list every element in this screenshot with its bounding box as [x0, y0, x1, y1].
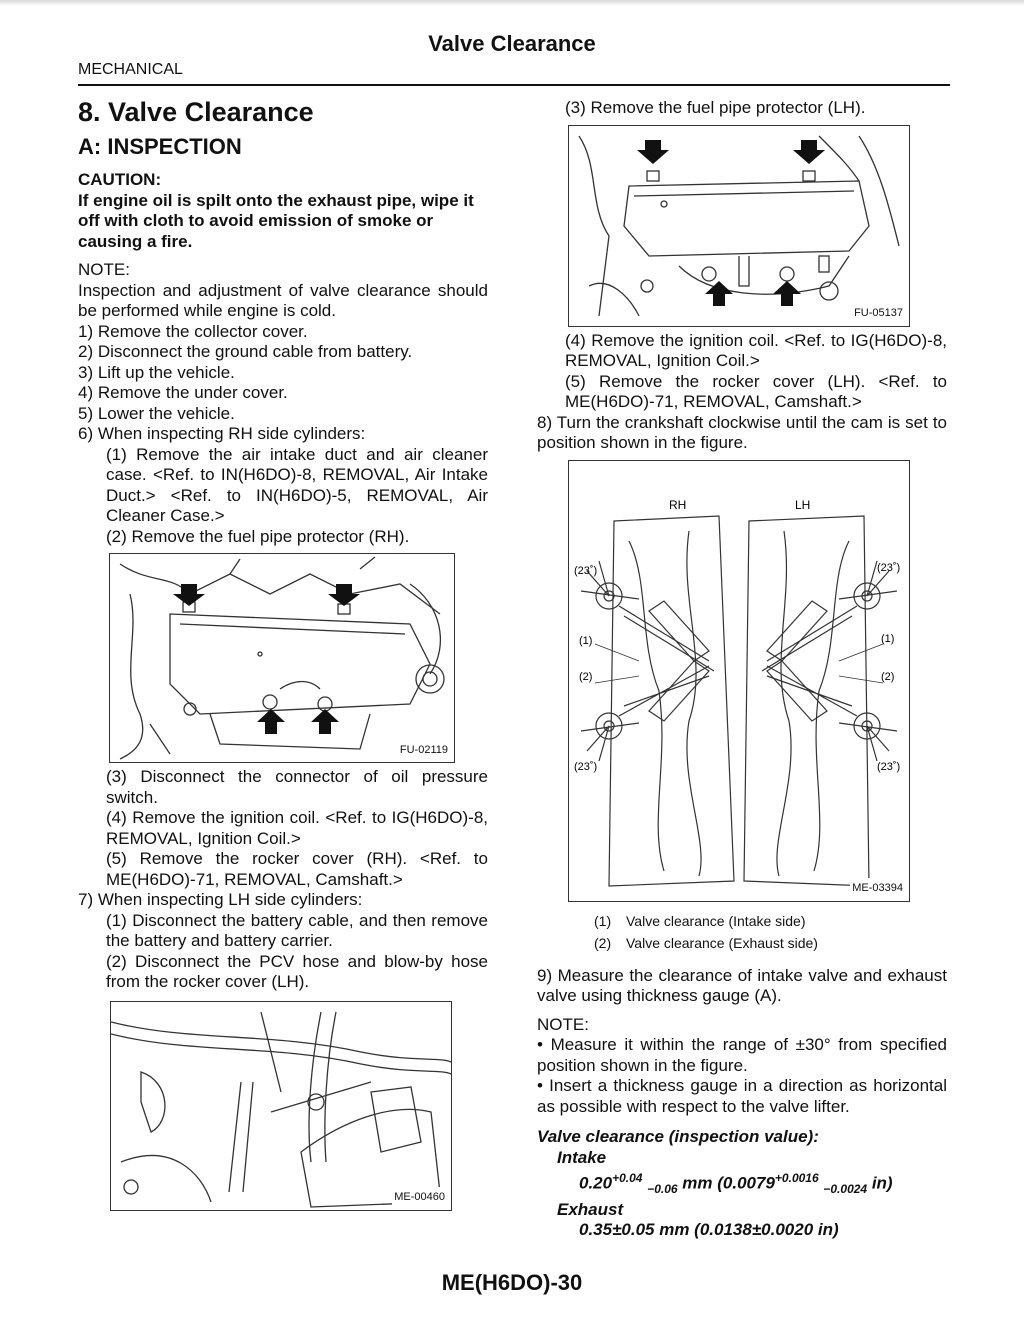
angle-label: (23˚) [877, 760, 901, 773]
callout-2: (2) [881, 670, 895, 683]
lh-substep-2: (2) Disconnect the PCV hose and blow-by hose from the rocker cover (LH). [106, 951, 488, 991]
step-7: 7) When inspecting LH side cylinders: [78, 890, 363, 909]
figure-cam-position [568, 460, 910, 902]
callout-1: (1) [881, 632, 895, 645]
step-3: 3) Lift up the vehicle. [78, 362, 235, 382]
exhaust-label: Exhaust [557, 1199, 624, 1219]
note-text: Inspection and adjustment of valve clearance should be performed while engine is cold. [78, 280, 488, 320]
callout-2: (2) [579, 670, 593, 683]
callout-1: (1) [579, 634, 593, 647]
cylinder-head-diagram [569, 461, 909, 901]
figure-legend [594, 910, 947, 954]
section-heading: 8. Valve Clearance [78, 97, 314, 127]
legend-item [594, 932, 947, 954]
step-1: 1) Remove the collector cover. [78, 321, 308, 341]
intake-plus-tol-in: +0.0016 [774, 1171, 819, 1185]
step-5: 5) Lower the vehicle. [78, 403, 235, 423]
rh-substep-5: (5) Remove the rocker cover (RH). <Ref. to ME(H6DO)-71, REMOVAL, Camshaft.> [106, 849, 488, 889]
rh-substep-1: (1) Remove the air intake duct and air cleaner case. <Ref. to IN(H6DO)-8, REMOVAL, Air Intake Duct.> <Ref. to IN(H6DO)-5, REMOVAL, Air Cleaner Case.> [106, 444, 488, 525]
figure-code: ME-03394 [850, 878, 905, 899]
note-label: NOTE: [537, 1014, 589, 1034]
hose-illustration [111, 1002, 451, 1210]
legend-num: (2) [594, 934, 612, 951]
caution-label: CAUTION: [78, 170, 162, 189]
intake-nominal: 0.20 [579, 1173, 613, 1193]
figure-code: FU-02119 [398, 740, 450, 761]
page-header-section: MECHANICAL [78, 61, 183, 78]
note-label: NOTE: [78, 260, 130, 279]
lh-substep-5: (5) Remove the rocker cover (LH). <Ref. to ME(H6DO)-71, REMOVAL, Camshaft.> [565, 371, 947, 411]
step-8: 8) Turn the crankshaft clockwise until the cam is set to position shown in the figure. [537, 412, 947, 452]
engine-illustration-lh [569, 126, 909, 326]
step-4: 4) Remove the under cover. [78, 383, 288, 402]
header-divider [78, 84, 950, 86]
figure-code: FU-05137 [852, 303, 905, 324]
intake-minus-tol: −0.06 [647, 1182, 678, 1197]
engine-illustration-rh [110, 554, 454, 762]
figure-pcv-hose [110, 1001, 452, 1211]
figure-fuel-pipe-protector-lh [568, 125, 910, 327]
page-header-title: Valve Clearance [428, 31, 596, 56]
figure-fuel-pipe-protector-rh [109, 553, 455, 763]
lh-substep-4: (4) Remove the ignition coil. <Ref. to IG(H6DO)-8, REMOVAL, Ignition Coil.> [565, 330, 947, 370]
intake-value [537, 1168, 947, 1200]
caution-text: If engine oil is spilt onto the exhaust pipe, wipe it off with cloth to avoid emission of smoke or causing a fire. [78, 190, 474, 251]
intake-minus-tol-in: −0.0024 [823, 1182, 868, 1197]
rh-substep-2: (2) Remove the fuel pipe protector (RH). [106, 526, 410, 546]
intake-inch-nominal: mm (0.0079 [677, 1173, 775, 1193]
subsection-heading: A: INSPECTION [78, 134, 242, 159]
right-column [537, 98, 947, 1241]
exhaust-value: 0.35±0.05 mm (0.0138±0.0020 in) [579, 1220, 839, 1240]
lh-substep-1: (1) Disconnect the battery cable, and then remove the battery and battery carrier. [106, 910, 488, 950]
legend-item [594, 910, 947, 932]
step-9: 9) Measure the clearance of intake valve and exhaust valve using thickness gauge (A). [537, 965, 947, 1005]
figure-code: ME-00460 [392, 1187, 447, 1208]
step-6: 6) When inspecting RH side cylinders: [78, 424, 366, 443]
label-rh: RH [669, 497, 687, 512]
intake-label: Intake [557, 1147, 607, 1167]
note-bullet: • Measure it within the range of ±30° from specified position shown in the figure. [537, 1035, 947, 1075]
angle-label: (23˚) [574, 564, 598, 577]
rh-substep-3: (3) Disconnect the connector of oil pressure switch. [106, 767, 488, 807]
spec-title: Valve clearance (inspection value): [537, 1127, 819, 1146]
legend-num: (1) [594, 912, 612, 929]
note-bullet: • Insert a thickness gauge in a direction as horizontal as possible with respect to the valve lifter. [537, 1076, 947, 1116]
rh-substep-4: (4) Remove the ignition coil. <Ref. to IG(H6DO)-8, REMOVAL, Ignition Coil.> [106, 808, 488, 848]
angle-label: (23˚) [877, 561, 901, 574]
lh-substep-3: (3) Remove the fuel pipe protector (LH). [565, 98, 866, 117]
page-number: ME(H6DO)-30 [441, 1270, 583, 1295]
label-lh: LH [795, 497, 811, 512]
angle-label: (23˚) [574, 760, 598, 773]
legend-text: Valve clearance (Intake side) [626, 912, 806, 929]
left-column [78, 96, 488, 1215]
intake-unit: in) [867, 1173, 893, 1193]
legend-text: Valve clearance (Exhaust side) [626, 934, 818, 951]
step-2: 2) Disconnect the ground cable from battery. [78, 342, 413, 361]
intake-plus-tol: +0.04 [612, 1171, 643, 1185]
page-top-edge [0, 0, 1024, 6]
